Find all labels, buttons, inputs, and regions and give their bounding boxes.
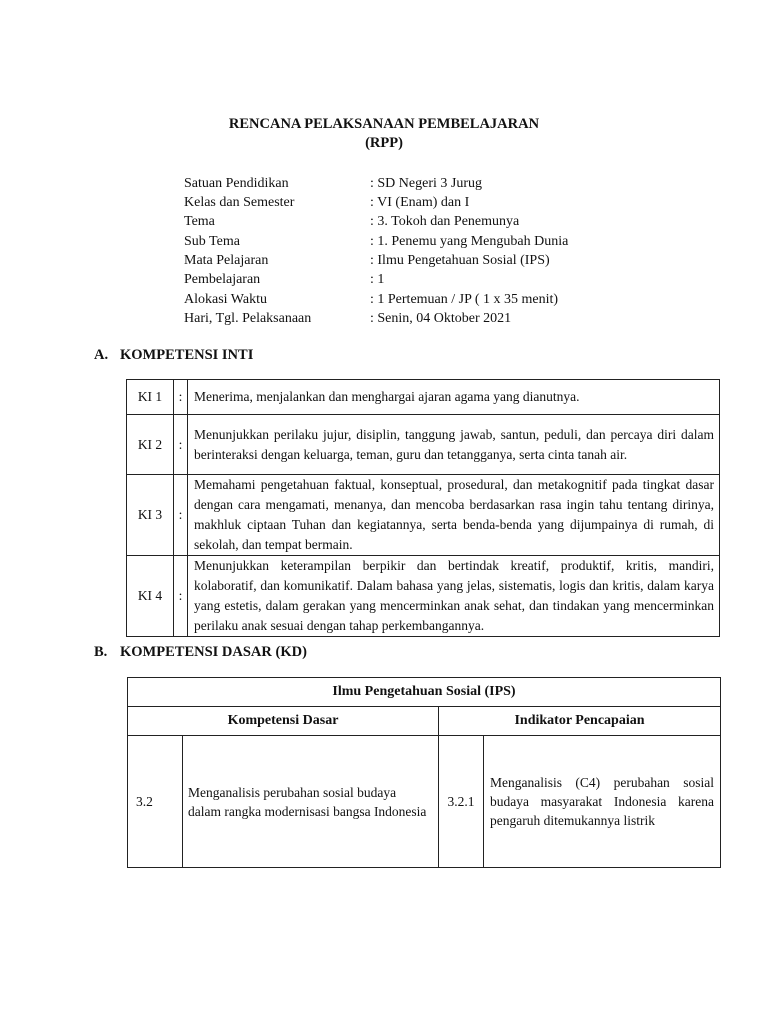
identity-label: Pembelajaran — [184, 272, 261, 287]
identity-value: : VI (Enam) dan I — [370, 195, 470, 210]
identity-label: Mata Pelajaran — [184, 253, 269, 268]
identity-value: : Ilmu Pengetahuan Sosial (IPS) — [370, 253, 550, 268]
identity-label: Sub Tema — [184, 234, 240, 249]
ki-text: Menunjukkan perilaku jujur, disiplin, tanggung jawab, santun, peduli, dan percaya diri dalam berinteraksi dengan keluarga, teman, guru dan tetangganya, serta cinta tanah air. — [188, 415, 720, 475]
ki-code: KI 2 — [127, 415, 174, 475]
indicator-code: 3.2.1 — [439, 736, 484, 868]
section-title: KOMPETENSI INTI — [120, 347, 254, 363]
section-letter: A. — [94, 347, 109, 363]
ki-text: Memahami pengetahuan faktual, konseptual, prosedural, dan metakognitif pada tingkat dasar dengan cara mengamati, menanya, dan mencoba berdasarkan rasa ingin tahu tentang dirinya, makhluk ciptaan Tuhan dan kegiatannya, serta benda-benda yang dijumpainya di rumah, di sekolah, dan tempat bermain. — [188, 475, 720, 556]
indicator-text: Menganalisis (C4) perubahan sosial budaya masyarakat Indonesia karena pengaruh ditemukannya listrik — [484, 736, 721, 868]
section-letter: B. — [94, 644, 108, 660]
ki-colon: : — [174, 475, 188, 556]
column-header-kd: Kompetensi Dasar — [128, 707, 439, 736]
identity-value: : 1 — [370, 272, 385, 287]
identity-value: : 1 Pertemuan / JP ( 1 x 35 menit) — [370, 292, 559, 307]
identity-value: : 1. Penemu yang Mengubah Dunia — [370, 234, 569, 249]
table-row — [127, 556, 720, 637]
ki-table — [126, 379, 720, 637]
kd-text: Menganalisis perubahan sosial budaya dalam rangka modernisasi bangsa Indonesia — [183, 736, 439, 868]
identity-label: Alokasi Waktu — [184, 292, 267, 307]
subject-header: Ilmu Pengetahuan Sosial (IPS) — [128, 678, 721, 707]
ki-code: KI 1 — [127, 380, 174, 415]
kd-code: 3.2 — [128, 736, 183, 868]
document-title: RENCANA PELAKSANAAN PEMBELAJARAN — [228, 116, 540, 132]
table-row — [128, 678, 721, 707]
ki-code: KI 3 — [127, 475, 174, 556]
identity-label: Tema — [184, 214, 215, 229]
section-b-heading — [94, 644, 307, 661]
ki-colon: : — [174, 380, 188, 415]
kd-table — [127, 677, 721, 868]
ki-colon: : — [174, 415, 188, 475]
ki-text: Menunjukkan keterampilan berpikir dan bertindak kreatif, produktif, kritis, mandiri, kolaboratif, dan komunikatif. Dalam bahasa yang jelas, sistematis, logis dan kritis, dalam karya yang estetis, dalam gerakan yang mencerminkan anak sehat, dan tindakan yang mencerminkan perilaku anak sesuai dengan tahap perkembangannya. — [188, 556, 720, 637]
ki-colon: : — [174, 556, 188, 637]
table-row — [128, 736, 721, 868]
identity-label: Hari, Tgl. Pelaksanaan — [184, 311, 312, 326]
table-row — [128, 707, 721, 736]
identity-label: Kelas dan Semester — [184, 195, 295, 210]
identity-label: Satuan Pendidikan — [184, 176, 289, 191]
document-subtitle: (RPP) — [365, 135, 403, 151]
column-header-indicator: Indikator Pencapaian — [439, 707, 721, 736]
table-row — [127, 415, 720, 475]
ki-code: KI 4 — [127, 556, 174, 637]
section-title: KOMPETENSI DASAR (KD) — [120, 644, 307, 660]
section-a-heading — [94, 347, 253, 364]
identity-value: : 3. Tokoh dan Penemunya — [370, 214, 520, 229]
identity-value: : Senin, 04 Oktober 2021 — [370, 311, 512, 326]
table-row — [127, 380, 720, 415]
ki-text: Menerima, menjalankan dan menghargai ajaran agama yang dianutnya. — [188, 380, 720, 415]
identity-value: : SD Negeri 3 Jurug — [370, 176, 482, 191]
table-row — [127, 475, 720, 556]
